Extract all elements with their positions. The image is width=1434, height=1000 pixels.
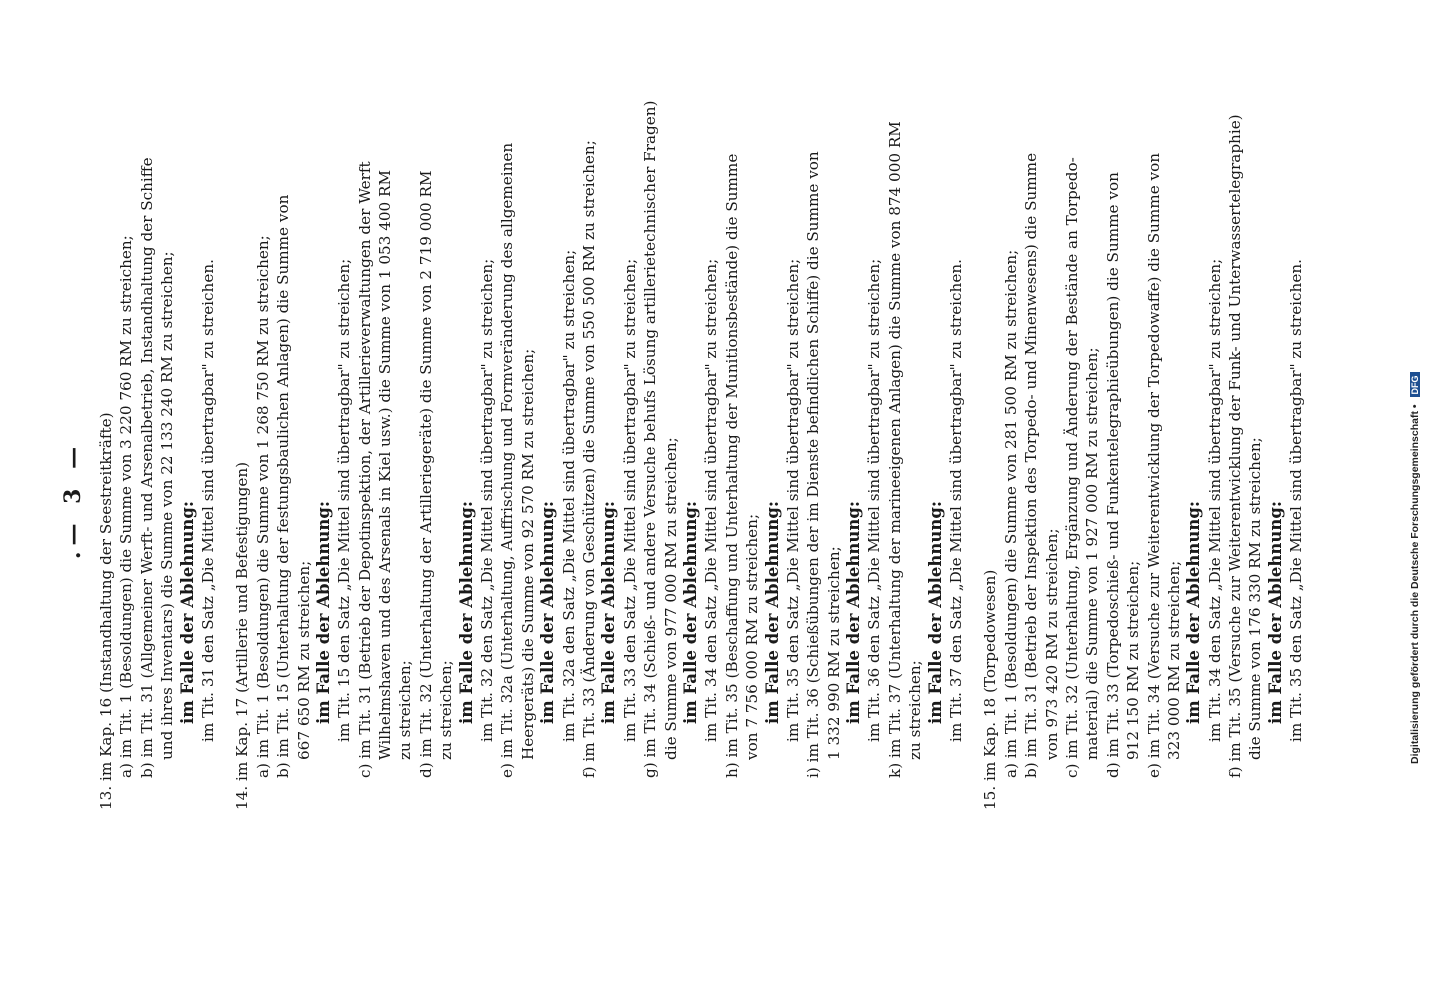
list-item: i) im Tit. 36 (Schießübungen der im Dienste befindlichen Schiffe) die Summe von — [804, 151, 823, 778]
list-item-continuation: 912 150 RM zu streichen; — [1124, 560, 1143, 760]
ablehnung-label: im Falle der Ablehnung: — [680, 501, 700, 724]
list-item: g) im Tit. 34 (Schieß- und andere Versuche behufs Lösung artillerietechnischer Fragen) — [641, 100, 660, 778]
list-item: im Tit. 32a den Satz „Die Mittel sind übertragbar" zu streichen; — [559, 249, 578, 742]
list-item: im Tit. 34 den Satz „Die Mittel sind übertragbar" zu streichen; — [702, 258, 721, 742]
list-item: a) im Tit. 1 (Besoldungen) die Summe von 281 500 RM zu streichen; — [1001, 249, 1020, 778]
list-item: im Tit. 35 den Satz „Die Mittel sind übertragbar" zu streichen; — [783, 258, 802, 742]
dfg-logo: DFG — [1410, 373, 1420, 398]
section-heading: 13. im Kap. 16 (Instandhaltung der Seestreitkräfte) — [97, 412, 115, 810]
document-body — [96, 90, 1307, 810]
ablehnung-label: im Falle der Ablehnung: — [1184, 501, 1204, 724]
list-item: im Tit. 31 den Satz „Die Mittel sind übertragbar" zu streichen. — [198, 259, 217, 742]
list-item: im Tit. 34 den Satz „Die Mittel sind übertragbar" zu streichen; — [1205, 258, 1224, 742]
list-item: c) im Tit. 32 (Unterhaltung, Ergänzung und Änderung der Bestände an Torpedo- — [1062, 157, 1081, 778]
list-item-continuation: die Summe von 176 330 RM zu streichen; — [1246, 437, 1265, 760]
ablehnung-label: im Falle der Ablehnung: — [844, 501, 864, 724]
list-item-continuation: 667 650 RM zu streichen; — [294, 560, 313, 760]
list-item: b) im Tit. 31 (Allgemeiner Werft- und Arsenalbetrieb, Instandhaltung der Schiffe — [137, 157, 156, 778]
list-item-continuation: Wilhelmshaven und des Arsenals in Kiel usw.) die Summe von 1 053 400 RM — [376, 170, 395, 760]
list-item: f) im Tit. 35 (Versuche zur Weiterentwicklung der Funk- und Unterwassertelegraphie) — [1226, 114, 1245, 778]
list-item: a) im Tit. 1 (Besoldungen) die Summe von 1 268 750 RM zu streichen; — [253, 235, 272, 778]
section-heading: 15. im Kap. 18 (Torpedowesen) — [981, 569, 1000, 810]
list-item: f) im Tit. 33 (Änderung von Geschützen) die Summe von 550 500 RM zu streichen; — [579, 140, 598, 778]
list-item: im Tit. 33 den Satz „Die Mittel sind übertragbar" zu streichen; — [620, 258, 639, 742]
list-item-continuation: von 7 756 000 RM zu streichen; — [743, 513, 762, 760]
list-item-continuation: zu streichen; — [906, 660, 925, 760]
list-item: k) im Tit. 37 (Unterhaltung der marineeigenen Anlagen) die Summe von 874 000 RM — [885, 121, 904, 778]
list-item-continuation: Heergeräts) die Summe von 92 570 RM zu streichen; — [518, 348, 537, 760]
list-item: h) im Tit. 35 (Beschaffung und Unterhaltung der Munitionsbestände) die Summe — [722, 153, 741, 778]
ablehnung-label: im Falle der Ablehnung: — [762, 501, 782, 724]
list-item: im Tit. 36 den Satz „Die Mittel sind übertragbar" zu streichen; — [865, 258, 884, 742]
ablehnung-label: im Falle der Ablehnung: — [1265, 501, 1285, 724]
ablehnung-label: im Falle der Ablehnung: — [599, 501, 619, 724]
list-item-continuation: 1 332 990 RM zu streichen; — [824, 546, 843, 760]
dfg-footer-text: Digitalisierung gefördert durch die Deutsche Forschungsgemeinschaft • — [1409, 404, 1421, 764]
list-item-continuation: material) die Summe von 1 927 000 RM zu streichen; — [1083, 347, 1102, 760]
ablehnung-label: im Falle der Ablehnung: — [538, 501, 558, 724]
list-item: d) im Tit. 33 (Torpedoschieß- und Funkentelegraphieübungen) die Summe von — [1103, 172, 1122, 778]
ablehnung-label: im Falle der Ablehnung: — [313, 501, 333, 724]
list-item: b) im Tit. 31 (Betrieb der Inspektion des Torpedo- und Minenwesens) die Summe — [1022, 152, 1041, 778]
list-item-continuation: zu streichen; — [437, 660, 456, 760]
list-item: b) im Tit. 15 (Unterhaltung der festungsbaulichen Anlagen) die Summe von — [274, 194, 293, 778]
list-item: im Tit. 37 den Satz „Die Mittel sind übertragbar" zu streichen. — [947, 259, 966, 742]
list-item: c) im Tit. 31 (Betrieb der Depotinspektion, der Artillerieverwaltungen der Werft — [355, 161, 374, 778]
list-item: d) im Tit. 32 (Unterhaltung der Artilleriegeräte) die Summe von 2 719 000 RM — [416, 170, 435, 778]
dfg-footer — [1409, 4, 1421, 764]
list-item-continuation: zu streichen; — [396, 660, 415, 760]
list-item-continuation: und ihres Inventars) die Summe von 22 133 240 RM zu streichen; — [158, 251, 177, 760]
list-item: im Tit. 35 den Satz „Die Mittel sind übertragbar" zu streichen. — [1287, 259, 1306, 742]
list-item: e) im Tit. 34 (Versuche zur Weiterentwicklung der Torpedowaffe) die Summe von — [1144, 152, 1163, 778]
list-item: e) im Tit. 32a (Unterhaltung, Auffrischung und Formveränderung des allgemeinen — [498, 142, 517, 778]
ablehnung-label: im Falle der Ablehnung: — [456, 501, 476, 724]
list-item: im Tit. 15 den Satz „Die Mittel sind übertragbar" zu streichen; — [335, 258, 354, 742]
ablehnung-label: im Falle der Ablehnung: — [925, 501, 945, 724]
list-item-continuation: die Summe von 977 000 RM zu streichen; — [661, 437, 680, 760]
list-item: im Tit. 32 den Satz „Die Mittel sind übertragbar" zu streichen; — [478, 258, 497, 742]
ablehnung-label: im Falle der Ablehnung: — [177, 501, 197, 724]
list-item: a) im Tit. 1 (Besoldungen) die Summe von 3 220 760 RM zu streichen; — [117, 235, 136, 778]
section-heading: 14. im Kap. 17 (Artillerie und Befestigungen) — [233, 461, 252, 810]
list-item-continuation: 323 000 RM zu streichen; — [1164, 560, 1183, 760]
list-item-continuation: von 973 420 RM zu streichen; — [1042, 528, 1061, 760]
page-number: .— 3 — — [60, 440, 86, 560]
